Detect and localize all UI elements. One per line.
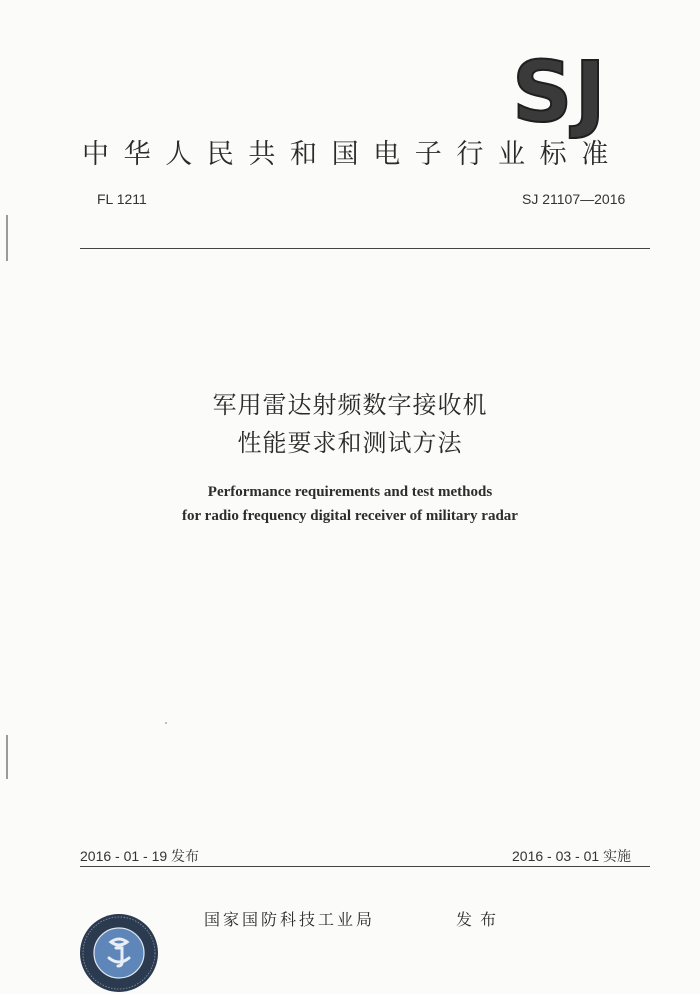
top-divider [80, 248, 650, 249]
publish-label: 发布 [456, 910, 505, 929]
issue-date: 2016 - 01 - 19 发布 [80, 848, 200, 864]
seal-icon [78, 912, 160, 994]
title-english-line-2: for radio frequency digital receiver of military radar [182, 508, 518, 524]
scan-speck [165, 722, 167, 724]
title-chinese-line-2: 性能要求和测试方法 [237, 429, 463, 457]
scan-mark [6, 215, 8, 261]
publisher-name: 国家国防科技工业局 [204, 910, 376, 929]
title-english-line-1: Performance requirements and test methods [207, 484, 493, 500]
effective-date: 2016 - 03 - 01 实施 [512, 848, 632, 864]
bottom-divider [80, 866, 650, 867]
classification-code: FL 1211 [97, 191, 147, 207]
standard-number: SJ 21107—2016 [522, 191, 626, 207]
title-chinese-line-1: 军用雷达射频数字接收机 [212, 391, 488, 419]
sj-logo: SJ [512, 43, 608, 141]
header-title: 中华人民共和国电子行业标准 [82, 139, 623, 170]
scan-mark [6, 735, 8, 779]
